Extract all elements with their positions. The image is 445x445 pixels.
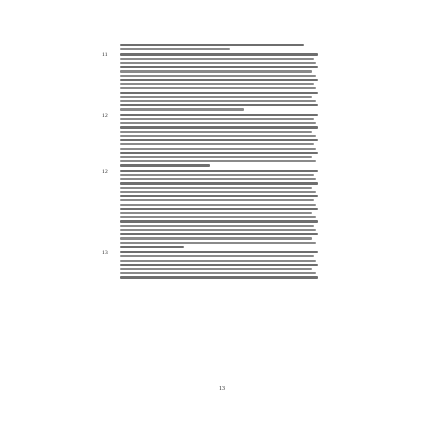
text-line bbox=[120, 83, 314, 85]
text-line bbox=[120, 62, 316, 64]
text-line bbox=[120, 148, 316, 150]
text-line bbox=[120, 264, 318, 266]
text-line bbox=[120, 160, 316, 162]
text-line bbox=[120, 66, 318, 68]
text-line bbox=[120, 75, 316, 77]
text-line bbox=[120, 108, 244, 110]
text-line bbox=[120, 260, 316, 262]
text-line bbox=[120, 268, 312, 270]
text-line bbox=[120, 118, 314, 120]
text-line bbox=[120, 48, 230, 50]
text-line bbox=[120, 87, 316, 89]
text-line bbox=[120, 246, 184, 248]
text-line bbox=[120, 251, 318, 253]
text-line bbox=[120, 255, 314, 257]
text-line bbox=[120, 199, 314, 201]
paragraph bbox=[102, 52, 320, 110]
text-line bbox=[120, 92, 318, 94]
text-line bbox=[120, 170, 318, 172]
text-line bbox=[120, 143, 314, 145]
text-line bbox=[120, 139, 318, 141]
text-line bbox=[120, 122, 316, 124]
margin-marker: 12 bbox=[102, 112, 108, 119]
text-line bbox=[120, 174, 314, 176]
text-line bbox=[120, 272, 316, 274]
paragraph bbox=[120, 44, 320, 50]
text-line bbox=[120, 178, 316, 180]
text-line bbox=[120, 44, 304, 46]
text-line bbox=[120, 208, 318, 210]
text-line bbox=[120, 216, 316, 218]
text-line bbox=[120, 135, 316, 137]
text-line bbox=[120, 233, 318, 235]
text-line bbox=[120, 79, 318, 81]
text-line bbox=[120, 195, 318, 197]
paragraph bbox=[102, 250, 320, 279]
text-line bbox=[120, 204, 316, 206]
text-line bbox=[120, 104, 318, 106]
text-line bbox=[120, 242, 316, 244]
text-line bbox=[120, 220, 318, 222]
text-line bbox=[120, 182, 318, 184]
text-line bbox=[120, 100, 316, 102]
text-line bbox=[120, 237, 312, 239]
page-number: 13 bbox=[219, 386, 225, 392]
text-line bbox=[120, 58, 314, 60]
margin-marker: 13 bbox=[102, 250, 108, 257]
text-line bbox=[120, 187, 312, 189]
text-line bbox=[120, 225, 314, 227]
body-text-block bbox=[102, 44, 320, 282]
text-line bbox=[120, 70, 312, 72]
paragraph bbox=[102, 112, 320, 167]
text-line bbox=[120, 96, 312, 98]
text-line bbox=[120, 156, 312, 158]
text-line bbox=[120, 229, 316, 231]
text-line bbox=[120, 152, 318, 154]
margin-marker: 12 bbox=[102, 168, 108, 175]
text-line bbox=[120, 53, 318, 55]
text-line bbox=[120, 276, 318, 278]
text-line bbox=[120, 131, 312, 133]
text-line bbox=[120, 191, 316, 193]
text-line bbox=[120, 114, 318, 116]
text-line bbox=[120, 126, 318, 128]
paragraph bbox=[102, 168, 320, 248]
text-line bbox=[120, 212, 312, 214]
text-line bbox=[120, 164, 210, 166]
margin-marker: 11 bbox=[102, 52, 108, 59]
